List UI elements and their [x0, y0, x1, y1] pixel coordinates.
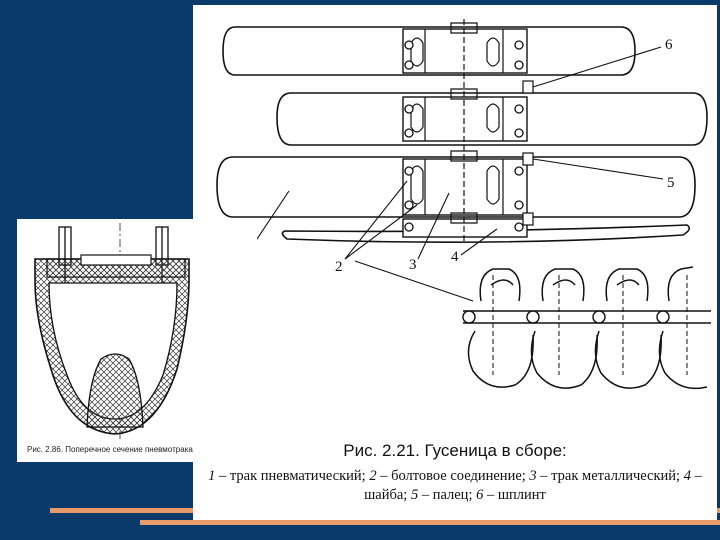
legend-item-3: 3 – трак металлический; [529, 468, 681, 484]
cross-section-figure [17, 219, 257, 462]
legend-item-4: 4 – шайба; [364, 468, 702, 503]
callout-6: 6 [665, 37, 673, 53]
track-assembly-figure [193, 5, 717, 520]
inset-caption: Рис. 2.86. Поперечное сечение пневмотрака [27, 445, 193, 454]
callout-3: 3 [409, 257, 417, 273]
figure-legend [197, 467, 713, 505]
accent-stripe-bottom [140, 520, 720, 525]
callout-5: 5 [667, 175, 675, 191]
figure-title: Рис. 2.21. Гусеница в сборе: [343, 441, 567, 460]
legend-item-1: 1 – трак пневматический; [208, 468, 366, 484]
legend-item-6: 6 – шплинт [476, 487, 546, 503]
track-assembly-drawing [193, 5, 717, 435]
callout-2: 2 [335, 259, 343, 275]
legend-item-2: 2 – болтовое соединение; [369, 468, 526, 484]
callout-4: 4 [451, 249, 459, 265]
legend-item-5: 5 – палец; [410, 487, 473, 503]
cross-section-drawing [17, 219, 257, 441]
